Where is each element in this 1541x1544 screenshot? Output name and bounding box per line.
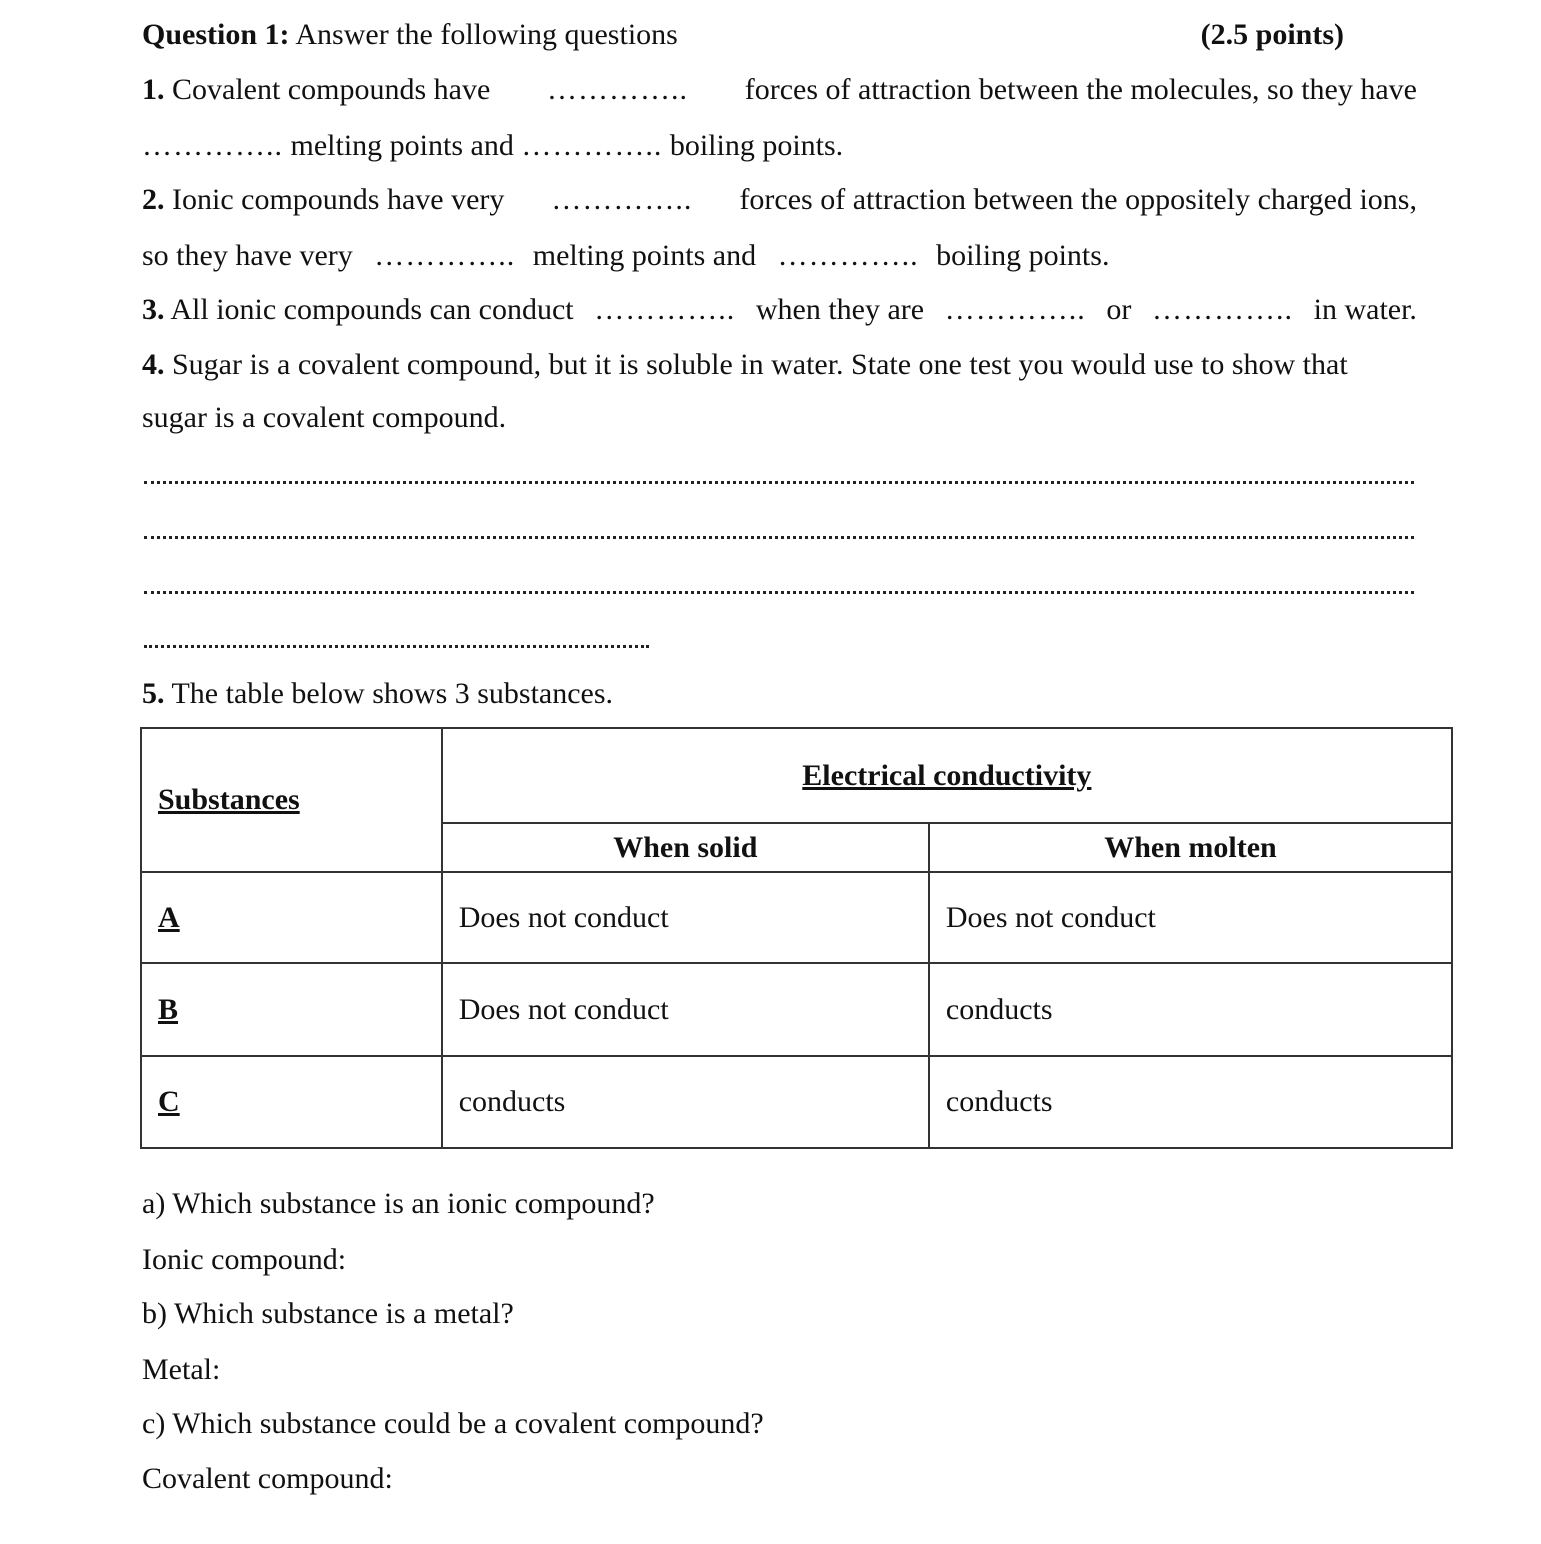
q1-blank-2[interactable]: ………….. (142, 129, 283, 162)
subq-c: c) Which substance could be a covalent compound? (142, 1407, 764, 1440)
q1-text-d: boiling points. (669, 129, 844, 162)
q5-number: 5. (142, 677, 165, 710)
subq-c-answer[interactable]: Covalent compound: (142, 1462, 393, 1495)
q1-text-a: Covalent compounds have (172, 73, 491, 106)
question-header (142, 17, 1344, 53)
q3-blank-2[interactable]: ………….. (944, 293, 1086, 326)
substance-label: C (158, 1085, 180, 1118)
q3-line-1 (142, 292, 1417, 328)
q5-text: The table below shows 3 substances. (171, 677, 614, 710)
answer-line-2[interactable] (144, 536, 1414, 539)
q5-line-1 (142, 676, 1417, 712)
q4-text-b: sugar is a covalent compound. (142, 401, 507, 434)
answer-line-4[interactable] (144, 645, 649, 648)
conductivity-header: Electrical conductivity (802, 758, 1092, 792)
q3-number: 3. (142, 293, 165, 326)
when-molten-header: When molten (929, 823, 1452, 872)
q3-text-start (142, 292, 574, 328)
q3-blank-1[interactable]: ………….. (594, 293, 736, 326)
solid-cell: Does not conduct (442, 872, 929, 963)
q2-text-b: forces of attraction between the oppositely charged ions, (739, 183, 1417, 216)
q1-blank-3[interactable]: ………….. (521, 129, 663, 162)
q2-text-e: boiling points. (936, 239, 1110, 272)
q2-text-c: so they have very (142, 239, 353, 272)
q3-text-d: in water. (1313, 293, 1417, 326)
question-points: (2.5 points) (1200, 18, 1344, 51)
substance-label: B (158, 992, 179, 1026)
q2-blank-2[interactable]: ………….. (374, 239, 516, 272)
substances-header-cell (141, 728, 442, 872)
substance-cell (141, 963, 442, 1056)
molten-cell: conducts (929, 963, 1452, 1056)
substances-header: Substances (158, 783, 300, 816)
subq-a: a) Which substance is an ionic compound? (142, 1187, 655, 1220)
conductivity-header-cell (442, 728, 1452, 823)
subq-a-answer[interactable]: Ionic compound: (142, 1243, 347, 1276)
table-row (141, 1056, 1452, 1148)
table-row (141, 872, 1452, 963)
substance-label: A (158, 900, 180, 934)
q2-line-2 (142, 238, 1417, 274)
q2-line-1 (142, 182, 1417, 218)
substances-table (140, 727, 1453, 1149)
q3-text-b: when they are (755, 293, 925, 326)
q4-line-1 (142, 347, 1417, 383)
q1-number: 1. (142, 73, 165, 106)
question-title: Answer the following questions (295, 18, 678, 51)
q1-text-c: melting points and (290, 129, 514, 162)
molten-cell: conducts (929, 1056, 1452, 1148)
question-heading (142, 17, 678, 53)
subq-b-answer[interactable]: Metal: (142, 1353, 221, 1386)
subq-b: b) Which substance is a metal? (142, 1297, 514, 1330)
solid-cell: Does not conduct (442, 963, 929, 1056)
q3-text-a: All ionic compounds can conduct (170, 293, 574, 326)
q4-text-a: Sugar is a covalent compound, but it is soluble in water. State one test you would use to show that (172, 348, 1348, 381)
q4-number: 4. (142, 348, 165, 381)
q1-text-start (142, 72, 490, 108)
q3-blank-3[interactable]: ………….. (1152, 293, 1293, 326)
solid-cell: conducts (442, 1056, 929, 1148)
q1-text-b: forces of attraction between the molecules, so they have (744, 73, 1417, 106)
substance-cell (141, 872, 442, 963)
q2-number: 2. (142, 183, 165, 216)
when-solid-header: When solid (442, 823, 929, 872)
table-header-row (141, 728, 1452, 823)
q4-line-2 (142, 400, 1417, 436)
q1-line-2 (142, 128, 1417, 164)
table-row (141, 963, 1452, 1056)
q2-text-a: Ionic compounds have very (172, 183, 505, 216)
q1-line-1 (142, 72, 1417, 108)
q3-text-c: or (1106, 293, 1132, 326)
q2-blank-3[interactable]: ………….. (777, 239, 919, 272)
substance-cell (141, 1056, 442, 1148)
q2-text-d: melting points and (532, 239, 757, 272)
q2-text-start (142, 182, 504, 218)
question-label: Question 1: (142, 18, 290, 51)
molten-cell: Does not conduct (929, 872, 1452, 963)
q1-blank-1[interactable]: ………….. (547, 73, 689, 106)
q2-blank-1[interactable]: ………….. (551, 183, 693, 216)
answer-line-1[interactable] (144, 481, 1414, 484)
answer-line-3[interactable] (144, 591, 1414, 594)
